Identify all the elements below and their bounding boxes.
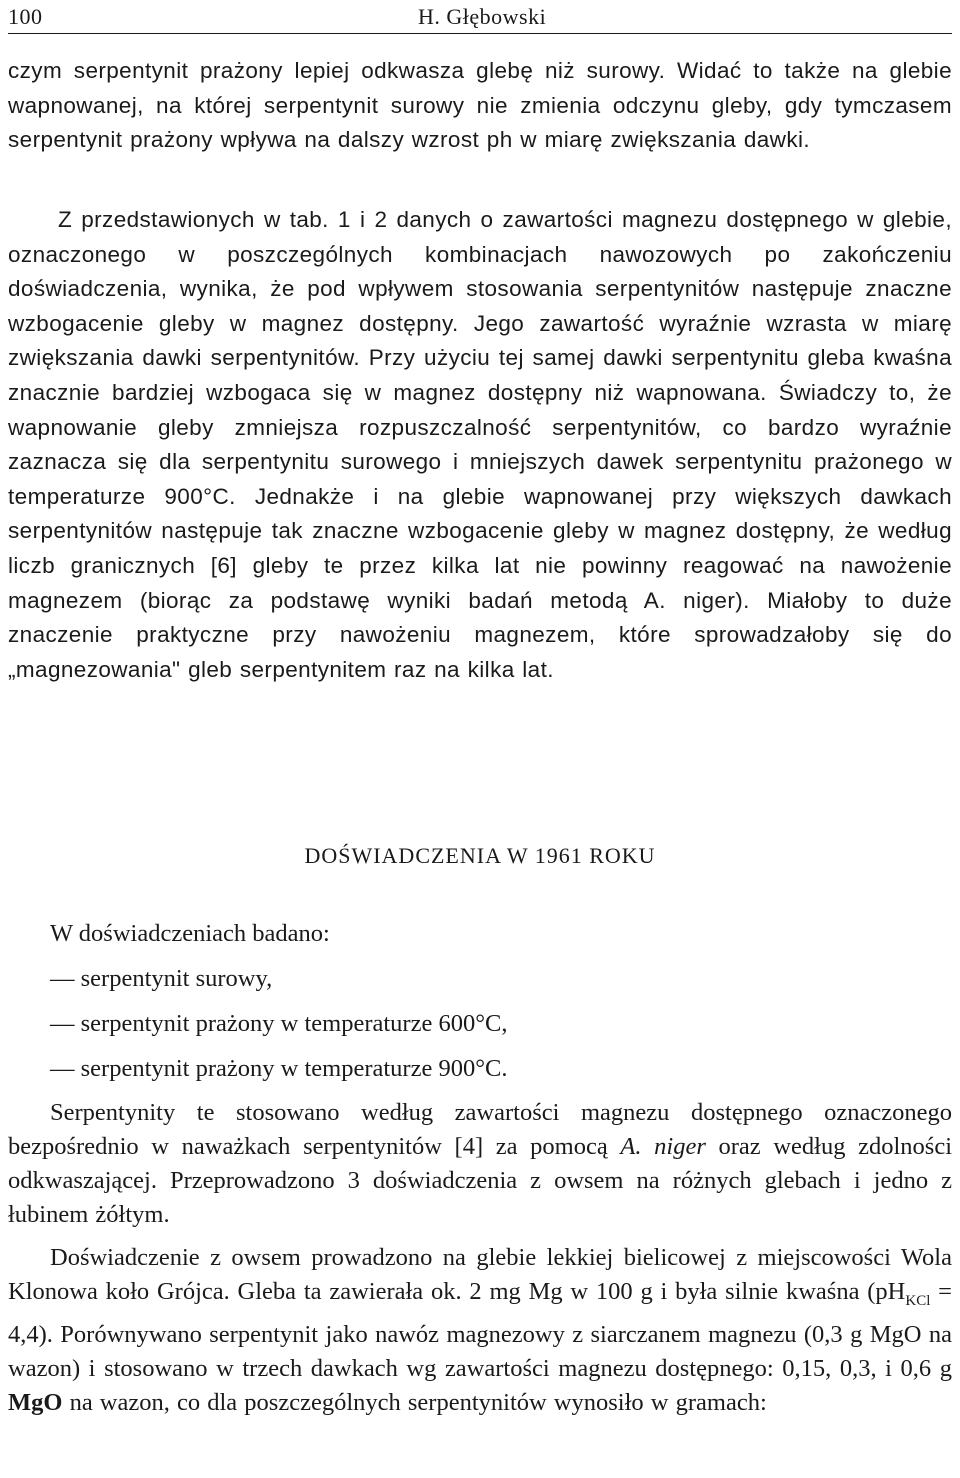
paragraph-methods <box>8 1096 952 1232</box>
kcl-subscript: KCl <box>905 1292 931 1309</box>
list-item: — serpentynit surowy, <box>50 965 273 992</box>
running-header <box>8 2 952 36</box>
paragraph-oat-text-c: na wazon, co dla poszczególnych serpentynitów wynosiło w gramach: <box>69 1388 767 1416</box>
paragraph-methods-text-a: Serpentynity te stosowano według zawartości magnezu dostępnego oznaczonego bezpośrednio w naważkach serpentynitów [4] za pomocą <box>8 1099 952 1160</box>
running-head-author: H. Głębowski <box>418 4 547 29</box>
species-genus: A. <box>620 1133 642 1160</box>
experiments-intro: W doświadczeniach badano: <box>50 920 330 947</box>
page-number: 100 <box>8 4 43 29</box>
paragraph-oat-experiment <box>8 1241 952 1420</box>
paragraph-oat-text-a: Doświadczenie z owsem prowadzono na glebie lekkiej bielicowej z miejscowości Wola Klonowa koło Grójca. Gleba ta zawierała ok. 2 mg Mg w 100 g i była silnie kwaśna (pH <box>8 1244 952 1305</box>
paragraph-magnesium-results: Z przedstawionych w tab. 1 i 2 danych o zawartości magnezu dostępnego w glebie, oznaczonego w poszczególnych kombinacjach nawozowych po zakończeniu doświadczenia, wynika, że pod wpływem stosowania serpentynitów następuje znaczne wzbogacenie gleby w magnez dostępny. Jego zawartość wyraźnie wzrasta w miarę zwiększania dawki serpentynitów. Przy użyciu tej samej dawki serpentynitu gleba kwaśna znacznie bardziej wzbogaca się w magnez dostępny niż wapnowana. Świadczy to, że wapnowanie gleby zmniejsza rozpuszczalność serpentynitów, co bardzo wyraźnie zaznacza się dla serpentynitu surowego i mniejszych dawek serpentynitu prażonego w temperaturze 900°C. Jednakże i na glebie wapnowanej przy większych dawkach serpentynitów następuje tak znaczne wzbogacenie gleby w magnez dostępny, że według liczb granicznych [6] gleby te przez kilka lat nie powinny reagować na nawożenie magnezem (biorąc za podstawę wyniki badań metodą A. niger). Miałoby to duże znaczenie praktyczne przy nawożeniu magnezem, które sprowadzałoby się do „magnezowania" gleb serpentynitem raz na kilka lat. <box>8 207 952 682</box>
species-name: niger <box>654 1133 706 1160</box>
header-rule <box>8 33 952 34</box>
section-heading: DOŚWIADCZENIA W 1961 ROKU <box>304 843 656 868</box>
paragraph-oat-text-b: = 4,4). Porównywano serpentynit jako nawóz magnezowy z siarczanem magnezu (0,3 g MgO na wazon) i stosowano w trzech dawkach wg zawartości magnezu dostępnego: 0,15, 0,3, i 0,6 g <box>8 1278 952 1382</box>
paragraph-acidity-comparison: czym serpentynit prażony lepiej odkwasza glebę niż surowy. Widać to także na glebie wapnowanej, na której serpentynit surowy nie zmienia odczynu gleby, gdy tymczasem serpentynit prażony wpływa na dalszy wzrost ph w miarę zwiększania dawki. <box>8 58 952 153</box>
list-item: — serpentynit prażony w temperaturze 900°C. <box>50 1055 508 1082</box>
paragraph-methods-text-b: oraz według zdolności odkwaszającej. Przeprowadzono 3 doświadczenia z owsem na różnych glebach i jedno z łubinem żółtym. <box>8 1133 953 1228</box>
mgo-term: MgO <box>8 1388 63 1416</box>
list-item: — serpentynit prażony w temperaturze 600°C, <box>50 1010 508 1037</box>
